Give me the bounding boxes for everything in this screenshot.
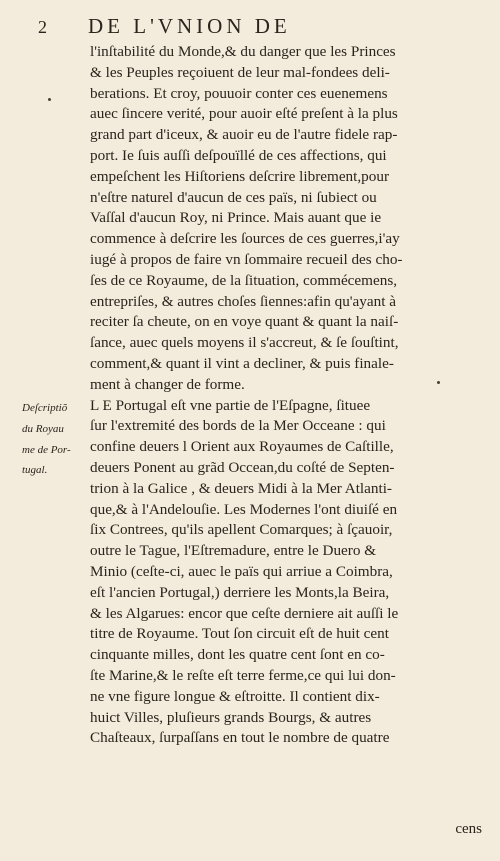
text-line: ſance, auec quels moyens il s'accreut, & ſe ſouſtint, [90, 334, 399, 352]
text-line: outre le Tague, l'Eſtremadure, entre le Duero & [90, 542, 377, 560]
text-line: ment à changer de forme. [90, 375, 245, 393]
text-line: Minio (ceſte-ci, auec le païs qui arriue a Coimbra, [90, 562, 393, 580]
text-line: comment,& quant il vint a decliner, & puis finale- [90, 354, 394, 372]
text-line: auec ſincere verité, pour auoir eſté preſent à la plus [90, 105, 398, 123]
body-text [90, 42, 482, 749]
text-line: berations. Et croy, pouuoir conter ces euenemens [90, 84, 388, 102]
text-line: deuers Ponent au grãd Occean,du coſté de Septen- [90, 458, 395, 476]
text-line: cinquante milles, dont les quatre cent ſont en co- [90, 646, 385, 664]
text-line: Chaſteaux, ſurpaſſans en tout le nombre de quatre [90, 729, 390, 747]
text-line: confine deuers l Orient aux Royaumes de Caſtille, [90, 438, 394, 456]
margin-note-line: tugal. [22, 464, 48, 477]
text-line: titre de Royaume. Tout ſon circuit eſt de huit cent [90, 625, 389, 643]
text-line: n'eſtre naturel d'aucun de ces païs, ni ſubiect ou [90, 188, 377, 206]
ink-speck [48, 98, 51, 101]
page-header [28, 14, 468, 38]
section-start-line: L E Portugal eſt vne partie de l'Eſpagne, ſituee [90, 396, 371, 414]
text-line: ne vne figure longue & eſtroitte. Il contient dix- [90, 687, 380, 705]
text-line: & les Algarues: encor que ceſte derniere ait auſſi le [90, 604, 399, 622]
text-line: trion à la Galice , & deuers Midi à la Mer Atlanti- [90, 479, 392, 497]
margin-note-line: du Royau [22, 422, 64, 435]
margin-note-line: Deſcriptiõ [22, 402, 68, 414]
margin-note [22, 398, 82, 481]
text-line: ſur l'extremité des bords de la Mer Occeane : qui [90, 417, 386, 435]
text-line: Vaſſal d'aucun Roy, ni Prince. Mais auant que ie [90, 209, 382, 227]
text-line: port. Ie ſuis auſſi deſpouïllé de ces affections, qui [90, 146, 387, 164]
text-line: que,& à l'Andelouſie. Les Modernes l'ont diuiſé en [90, 500, 398, 518]
text-line: & les Peuples reçoiuent de leur mal-fondees deli- [90, 63, 390, 81]
text-line: ſix Contrees, qu'ils apellent Comarques; à ſçauoir, [90, 521, 393, 539]
text-line: l'inſtabilité du Monde,& du danger que les Princes [90, 43, 396, 60]
text-line: huict Villes, pluſieurs grands Bourgs, & autres [90, 708, 372, 726]
text-line: empeſchent les Hiſtoriens deſcrire librement,pour [90, 167, 390, 185]
page-number: 2 [38, 17, 47, 37]
text-line: eſt l'ancien Portugal,) derriere les Monts,la Beira, [90, 583, 390, 601]
catchword: cens [455, 821, 482, 837]
ink-speck [437, 381, 440, 384]
text-line: reciter ſa cheute, on en voye quant & quant la naiſ- [90, 313, 399, 331]
text-line: ſte Marine,& le reſte eſt terre ferme,ce qui lui don- [90, 666, 396, 684]
text-line: ſes de ce Royaume, de la ſituation, commécemens, [90, 271, 398, 289]
text-line: entrepriſes, & autres choſes ſiennes:afin qu'ayant à [90, 292, 396, 310]
text-line: iugé à propos de faire vn ſommaire recueil des cho- [90, 250, 403, 268]
running-head: DE L'VNION DE [88, 14, 291, 38]
text-line: grand part d'iceux, & auoir eu de l'autre fidele rap- [90, 126, 398, 144]
text-line: commence à deſcrire les ſources de ces guerres,i'ay [90, 230, 400, 248]
margin-note-line: me de Por- [22, 443, 71, 456]
